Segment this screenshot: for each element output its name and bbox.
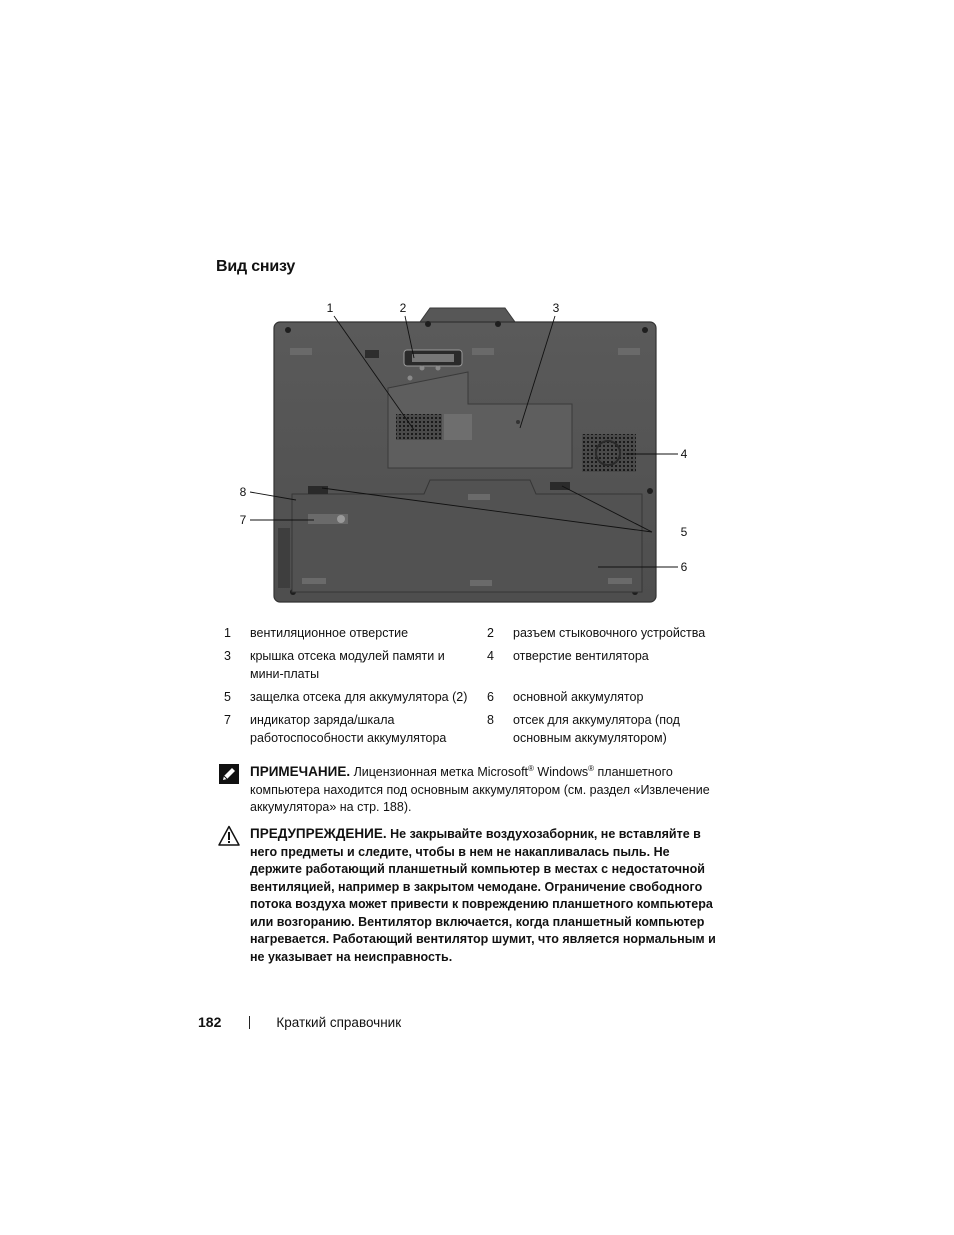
warning-text: Не закрывайте воздухозаборник, не вставляйте в него предметы и следите, чтобы в нем не накапливалась пыль. Не держите работающий планшетный компьютер в местах с недостаточной вентиляцией, например в закрытом чемодане. Ограничение свободного потока воздуха может привести к повреждению планшетного компьютера или возгоранию. Вентилятор включается, когда планшетный компьютер нагревается. Работающий вентилятор шумит, что является нормальным и не указывает на неисправность. [250,827,716,964]
callout-2: 2 [399,301,407,315]
legend-row [220,711,720,747]
legend-row [220,647,720,683]
callout-4: 4 [680,447,688,461]
note-block [220,763,720,817]
warning-block [220,825,720,966]
legend-num: 4 [487,649,494,663]
legend-num: 5 [224,690,231,704]
legend-num: 6 [487,690,494,704]
registered-mark: ® [588,763,595,773]
legend-text: защелка отсека для аккумулятора (2) [250,690,468,704]
callout-8: 8 [239,485,247,499]
legend-row [220,688,720,706]
legend-row [220,624,720,642]
legend-table [220,624,720,752]
page-footer [198,1014,401,1030]
note-label: ПРИМЕЧАНИЕ. [250,764,351,779]
note-text-b: Windows [533,765,589,779]
footer-separator [249,1016,250,1029]
legend-num: 7 [224,713,231,727]
legend-num: 1 [224,626,231,640]
fan-vent [582,434,636,472]
legend-text: индикатор заряда/шкала работоспособности аккумулятора [250,713,447,745]
legend-text: отсек для аккумулятора (под основным аккумулятором) [513,713,680,745]
legend-text: основной аккумулятор [513,690,644,704]
section-title: Вид снизу [216,258,296,275]
warning-label: ПРЕДУПРЕЖДЕНИЕ. [250,826,387,841]
laptop-bottom-illustration [230,296,700,610]
callout-6: 6 [680,560,688,574]
registered-mark: ® [528,763,534,773]
note-text-a: Лицензионная метка Microsoft [350,765,529,779]
callout-1: 1 [326,301,334,315]
legend-text: отверстие вентилятора [513,649,649,663]
laptop-bottom-figure [230,296,700,610]
legend-num: 2 [487,626,494,640]
main-battery [292,480,642,592]
callout-7: 7 [239,513,247,527]
legend-num: 8 [487,713,494,727]
legend-text: крышка отсека модулей памяти и мини-платы [250,649,445,681]
page-number: 182 [198,1014,222,1030]
callout-3: 3 [552,301,560,315]
legend-text: разъем стыковочного устройства [513,626,706,640]
callout-5: 5 [680,525,688,539]
warning-triangle-icon [218,825,240,847]
note-text-c: планшетного компьютера находится под основным аккумулятором (см. раздел «Извлечение аккумулятора» на стр. 188). [250,765,710,814]
book-title: Краткий справочник [276,1014,402,1030]
legend-num: 3 [224,649,231,663]
note-pencil-icon [218,763,240,785]
legend-text: вентиляционное отверстие [250,626,409,640]
